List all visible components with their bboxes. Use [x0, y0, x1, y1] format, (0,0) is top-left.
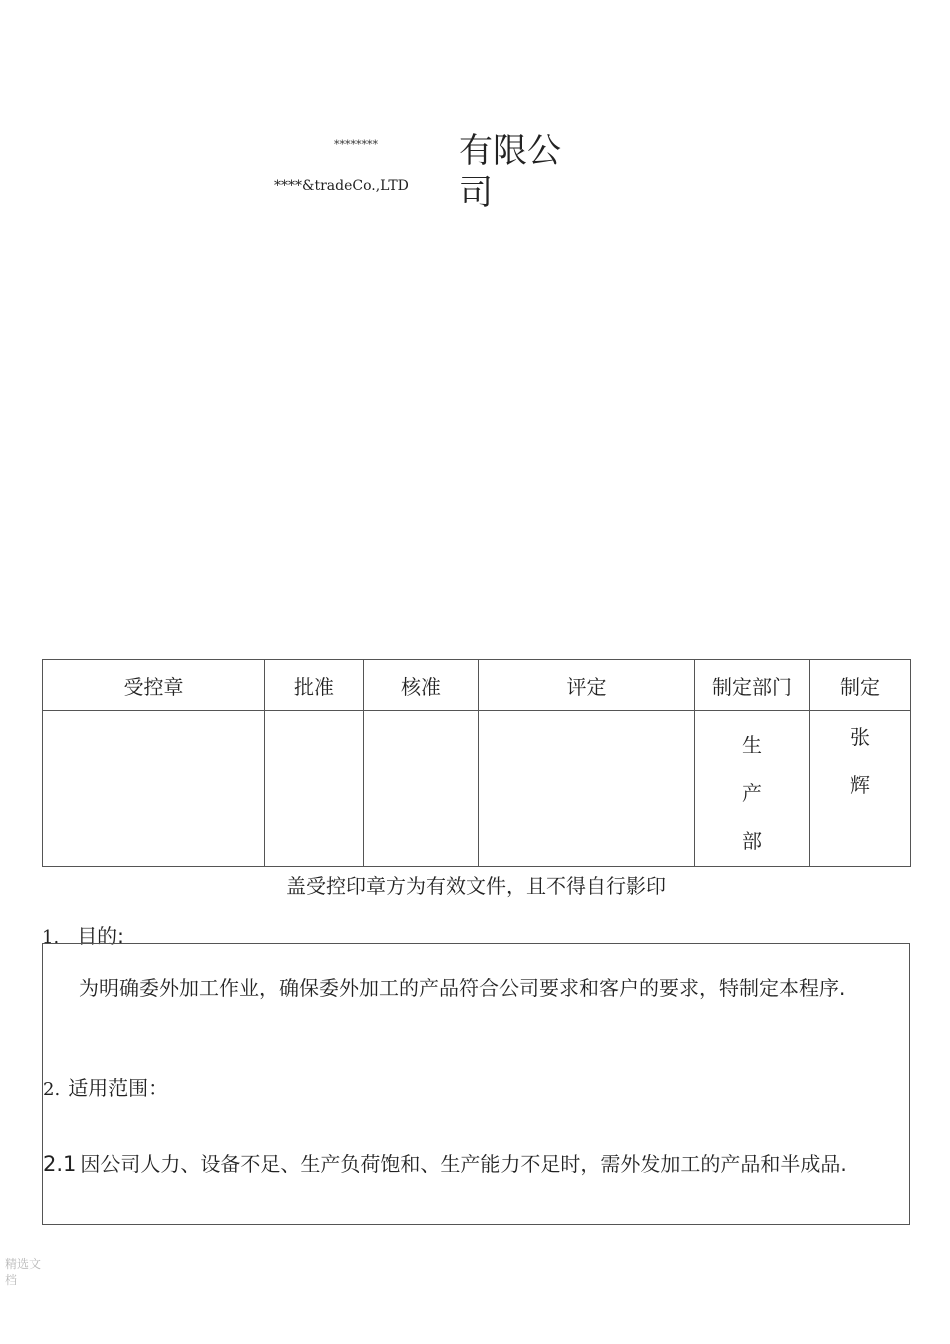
approval-table [42, 659, 911, 867]
approval-header-row [43, 660, 911, 711]
cell-control-stamp [43, 711, 265, 867]
header-department: 制定部门 [695, 660, 810, 711]
section-2-title: 适用范围： [68, 1076, 169, 1100]
company-english-name: ****&tradeCo.,LTD [274, 178, 409, 194]
approval-value-row [43, 711, 911, 867]
section-2-1-body: 因公司人力、设备不足、生产负荷饱和、生产能力不足时，需外发加工的产品和半成品. [80, 1152, 847, 1176]
cell-department [695, 711, 810, 867]
section-1-title: 目的: [77, 924, 124, 948]
header-author: 制定 [810, 660, 911, 711]
department-value: 生产部 [742, 733, 762, 853]
section-1-number: 1. [42, 927, 60, 948]
section-2-1-text [43, 1139, 909, 1189]
control-notice: 盖受控印章方为有效文件，且不得自行影印 [286, 874, 666, 898]
content-box [42, 943, 910, 1225]
purpose-text: 为明确委外加工作业，确保委外加工的产品符合公司要求和客户的要求，特制定本程序. [79, 976, 846, 1000]
watermark-text: 精选文档 [5, 1257, 42, 1287]
company-name-placeholder: ******** [334, 138, 378, 151]
header-control-stamp: 受控章 [43, 660, 265, 711]
cell-verify [364, 711, 479, 867]
cell-review [479, 711, 695, 867]
header-verify: 核准 [364, 660, 479, 711]
cell-approve [265, 711, 364, 867]
header-review: 评定 [479, 660, 695, 711]
company-chinese-name: 有限公司 [459, 131, 561, 213]
header-approve: 批准 [265, 660, 364, 711]
section-2-1-number: 2.1 [43, 1152, 77, 1176]
author-value: 张辉 [850, 725, 870, 797]
cell-author [810, 711, 911, 867]
section-2-number: 2. [43, 1079, 61, 1100]
section-2-heading [43, 1072, 168, 1101]
